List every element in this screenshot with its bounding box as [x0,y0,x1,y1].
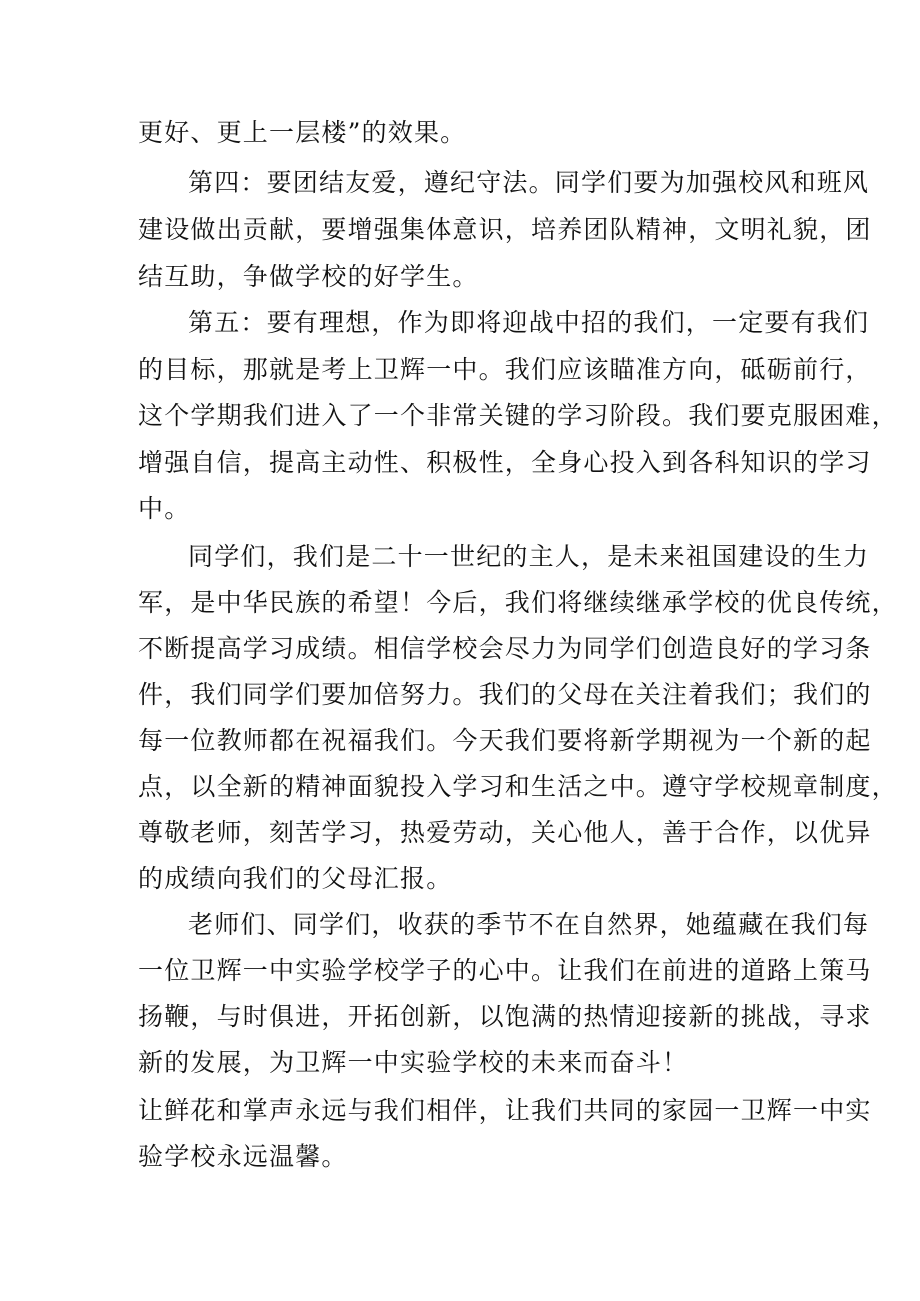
paragraph-teachers-line-3: 扬鞭，与时俱进，开拓创新，以饱满的热情迎接新的挑战，寻求 [138,1002,872,1031]
paragraph-fifth-line-3: 这个学期我们进入了一个非常关键的学习阶段。我们要克服困难， [138,401,898,430]
paragraph-students-line-4: 件，我们同学们要加倍努力。我们的父母在关注着我们；我们的 [138,680,872,709]
paragraph-closing-line-1: 让鲜花和掌声永远与我们相伴，让我们共同的家园一卫辉一中实 [138,1096,872,1125]
paragraph-students-line-2: 军，是中华民族的希望！今后，我们将继续继承学校的优良传统， [138,588,898,617]
paragraph-fifth-line-5: 中。 [138,494,191,523]
paragraph-fourth-line-1: 第四：要团结友爱，遵纪守法。同学们要为加强校风和班风 [188,168,870,197]
paragraph-fifth-line-2: 的目标，那就是考上卫辉一中。我们应该瞄准方向，砥砺前行， [138,355,872,384]
paragraph-fifth-line-4: 增强自信，提高主动性、积极性，全身心投入到各科知识的学习 [138,448,872,477]
paragraph-students-line-8: 的成绩向我们的父母汇报。 [138,864,453,893]
paragraph-fourth-line-2: 建设做出贡献，要增强集体意识，培养团队精神，文明礼貌，团 [138,215,872,244]
paragraph-students-line-1: 同学们，我们是二十一世纪的主人，是未来祖国建设的生力 [188,542,870,571]
paragraph-teachers-line-4: 新的发展，为卫辉一中实验学校的未来而奋斗！ [138,1048,689,1077]
paragraph-fifth-line-1: 第五：要有理想，作为即将迎战中招的我们，一定要有我们 [188,308,870,337]
paragraph-teachers-line-2: 一位卫辉一中实验学校学子的心中。让我们在前进的道路上策马 [138,956,872,985]
paragraph-fourth-line-3: 结互助，争做学校的好学生。 [138,262,479,291]
paragraph-students-line-5: 每一位教师都在祝福我们。今天我们要将新学期视为一个新的起 [138,726,872,755]
paragraph-continuation-line-1: 更好、更上一层楼”的效果。 [138,118,467,147]
paragraph-teachers-line-1: 老师们、同学们，收获的季节不在自然界，她蕴藏在我们每 [188,910,870,939]
paragraph-students-line-7: 尊敬老师，刻苦学习，热爱劳动，关心他人，善于合作，以优异 [138,818,872,847]
paragraph-students-line-3: 不断提高学习成绩。相信学校会尽力为同学们创造良好的学习条 [138,634,872,663]
paragraph-closing-line-2: 验学校永远温馨。 [138,1142,348,1171]
paragraph-students-line-6: 点，以全新的精神面貌投入学习和生活之中。遵守学校规章制度， [138,772,898,801]
